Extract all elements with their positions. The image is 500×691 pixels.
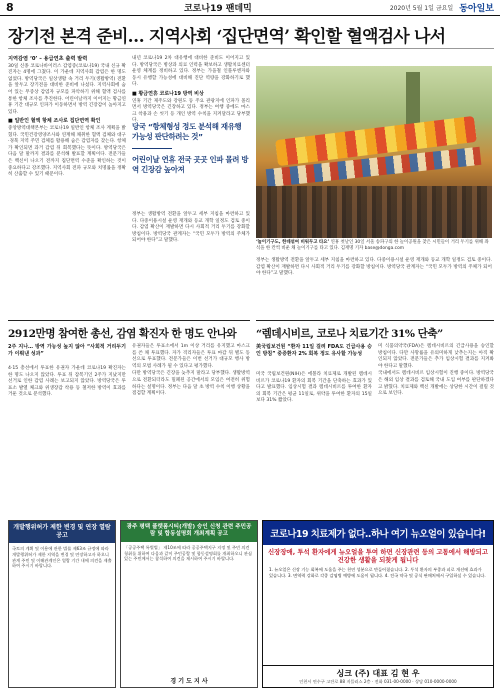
article-paragraph: 정부는 생활방역 전환을 앞두고 세부 지침을 마련하고 있다. 다중이용시설 운영 재개와 등교 개학 일정도 검토 중이다. 감염 확산이 재발하면 다시 사회적 거리 두기를 강화할 방침이다. 방역당국 관계자는 “국민 모두가 방역의 주체가 되어야 한다”고 말했다.: [256, 258, 492, 277]
ad-title: 코로나19 치료제가 없다..하나 여기 뉴오얼이 있습니다!: [263, 521, 493, 545]
ad-signature: 경 기 도 지 사: [170, 678, 208, 685]
article-paragraph: 30일 신종 코로나바이러스 감염증(코로나19) 국내 신규 확진자는 4명에 그쳤다. 이 가운데 지역사회 감염은 한 명도 없었다. 방역당국은 일상생활 속 거리 두기(생활방역) 전환을 앞두고 장기전을 대비한 준비에 나섰다. 지역사회에 숨어 있는 무증상 감염자 규모를 파악하기 위해 혈액 검사를 통한 항체 조사를 추진한다. 어린이날까지 이어지는 황금연휴 기간 대규모 인파가 이동하면서 방역 긴장감이 높아지고 있다.: [8, 63, 126, 115]
ad-footer: [263, 665, 493, 687]
story2-headline: 2912만명 참여한 총선, 감염 확진자 한 명도 안나와: [8, 328, 237, 340]
story2-column-2: [132, 344, 250, 514]
story3-column-1: [256, 372, 372, 514]
story2-subtitle: 2주 지나… 방역 가능성 높지 않아 “사회적 거리두기가 이뤄낸 성과”: [8, 344, 126, 357]
ad-title: 광주 평택 플랫폼시티(개발) 승인 신청 관련 주민공람 및 합동설명회 개최계획 공고: [121, 521, 257, 542]
article-paragraph: 내년 코로나19 2차 대유행에 대비한 준비도 이어지고 있다. 방역당국은 병상과 의료 인력을 확보하고 생활치료센터 운영 체계를 정비하고 있다. 정부는 가을철 인플루엔자와 동시 유행할 가능성에 대비해 진단 역량을 강화하기로 했다.: [132, 56, 250, 88]
quote-divider: [132, 148, 172, 149]
story3-headline: “렘데시비르, 코로나 치료기간 31% 단축”: [256, 328, 443, 340]
article-column-center: [132, 56, 250, 124]
article-paragraph: 미국 국립보건원(NIH)은 에볼라 치료제로 개발된 렘데시비르가 코로나19 환자의 회복 기간을 단축하는 효과가 있다고 발표했다. 임상시험 결과 렘데시비르를 투여한 환자의 회복 기간은 평균 11일로, 위약을 투여한 환자의 15일보다 31% 짧았다.: [256, 372, 372, 404]
ad-company: 싱크 (주) 대표 김 현 우: [336, 669, 420, 679]
pull-quote-box: [132, 122, 250, 175]
article-paragraph: 연휴 기간 제주도와 강원도 등 주요 관광지에 인파가 몰리면서 방역당국은 긴장하고 있다. 정부는 여행 중에도 마스크 착용과 손 씻기 등 개인 방역 수칙을 지켜달라고 당부했다.: [132, 98, 250, 124]
story2-column-1: [8, 366, 126, 514]
pull-quote: 어린이날 연휴 전국 곳곳 인파 몰려 방역 긴장감 높아져: [132, 155, 249, 174]
amusement-park-photo: [256, 66, 492, 238]
page-number: 8: [6, 1, 14, 14]
story3-column-2: [378, 344, 494, 514]
page-header: [0, 0, 500, 16]
ad-body: 「공공주택 특별법」 제10조에 따라 공공주택지구 지정 및 주민 의견 청취를 위하여 다음과 같이 주민공람 및 합동설명회를 개최하오니 관심 있는 주민께서는 참석하여 의견을 제시하여 주시기 바랍니다.: [124, 544, 252, 562]
photo-caption-text: 연휴 첫날인 30일 서울 송파구의 한 놀이공원을 찾은 시민들이 거리 두기를 위해 좌석을 한 칸씩 비운 채 놀이기구를 타고 있다.: [256, 240, 489, 251]
section-title: 코로나19 팬데믹: [183, 4, 252, 14]
pull-quote: 당국 “항체형성 정도 분석해 재유행 가능성 판단하려는 것”: [132, 122, 242, 141]
public-notice-ad-2: [120, 520, 258, 688]
newspaper-logo: 동아일보: [459, 4, 494, 14]
article-column-left: [8, 56, 126, 316]
ad-subtitle: 신장장애, 투석 환자에게 뉴오얼을 투여 하면 신장관련 등의 고통에서 해방되고 건강한 생활을 되찾게 됩니다: [268, 548, 488, 564]
ad-body: 국토의 계획 및 이용에 관한 법률 제63조 규정에 따라 개발행위허가 제한 지역을 변경 및 연장하고자 하오니 관계 주민 및 이해관계인은 열람 기간 내에 의견을 제출하여 주시기 바랍니다.: [12, 546, 112, 569]
article-paragraph: 국내에서도 렘데시비르 임상시험이 진행 중이다. 방역당국은 해외 임상 결과를 검토해 국내 도입 여부를 판단하겠다고 밝혔다. 치료제와 백신 개발에는 상당한 시간이 걸릴 것으로 보인다.: [378, 371, 494, 397]
main-headline: 장기전 본격 준비… 지역사회 ‘집단면역’ 확인할 혈액검사 나서: [8, 27, 446, 47]
article-paragraph: 중앙방역대책본부는 코로나19 일반인 항체 조사 계획을 밝혔다. 국민건강영양조사와 연계해 채취한 혈액 검체와 대구·경북 지역 주민 검체를 활용해 숨은 감염자를 찾는다. 항체가 확인되면 과거 감염 뒤 회복했다는 뜻이다. 방역당국은 다음 달 말까지 결과를 분석해 발표할 계획이다. 전문가들은 백신이 나오기 전까지 집단면역 수준을 확인하는 것이 중요하다고 강조했다. 지역사회 전파 규모와 치명률을 정확히 산출할 수 있기 때문이다.: [8, 125, 126, 178]
public-notice-ad-1: [8, 520, 116, 688]
photo-caption-title: ‘놀이기구도, 한데섞여 비워두고 타요’: [256, 240, 330, 245]
ad-title: 개발행위허가 제한 변경 및 연장 열람공고: [9, 521, 115, 543]
issue-date: 2020년 5월 1일 금요일: [389, 5, 454, 12]
story3-subtitle: 美국립보건원 “환자 11일 걸려 FDA도 긴급사용 승인 방침” 중증환자 2% 회복 정도 유사할 가능성: [256, 344, 372, 357]
article-paragraph: 4·15 총선에서 투표한 유권자 가운데 코로나19 확진자는 한 명도 나오지 않았다. 투표 뒤 잠복기인 2주가 지났지만 선거로 인한 감염 사례는 보고되지 않았다. 방역당국은 투표소 발열 체크와 위생장갑 착용 등 철저한 방역이 효과를 거둔 것으로 분석했다.: [8, 366, 126, 398]
article-column-right: [256, 258, 492, 316]
ad-body: 1. 뉴오얼은 신장 기능 회복에 도움을 주는 천연 성분으로 만들어졌습니다. 2. 투석 환자의 부종과 피로 개선에 효과가 있습니다. 3. 면역력 강화로 각종 감염병 예방에 도움이 됩니다. 4. 전국 약국 및 공식 판매처에서 구입하실 수 있습니다.: [269, 567, 486, 578]
photo-caption: [256, 240, 492, 251]
headline-divider: [8, 48, 494, 49]
article-subhead: ■ 일반인 혈액 항체 조사로 집단면역 확인: [8, 118, 101, 125]
article-paragraph: 다만 방역당국은 긴장을 늦추지 말라고 당부했다. 생활방역으로 전환되더라도 밀폐된 공간에서의 모임은 여전히 위험하다는 설명이다. 정부는 다음 달 초 방역 수칙 이행 상황을 점검할 계획이다.: [132, 371, 250, 397]
article-dateline: 지역감염 ‘0’ – 용급연초 출력 발력: [8, 56, 88, 62]
article-paragraph: 미 식품의약국(FDA)은 렘데시비르의 긴급사용을 승인할 방침이다. 다만 사망률을 유의미하게 낮추는지는 아직 확인되지 않았다. 전문가들은 추가 임상시험 결과를 지켜봐야 한다고 말했다.: [378, 344, 494, 369]
photo-byline: 김재명 기자 base@donga.com: [340, 245, 405, 251]
section-divider: [8, 320, 250, 321]
article-paragraph: 유권자들은 투표소에서 1m 이상 거리를 유지했고 마스크를 쓴 채 투표했다. 자가 격리자들은 투표 마감 뒤 별도 동선으로 투표했다. 전문가들은 이번 선거가 대규모 행사 방역의 모범 사례가 될 수 있다고 평가했다.: [132, 344, 250, 369]
section-divider: [256, 320, 494, 321]
product-ad: [262, 520, 494, 688]
article-paragraph: 정부는 생활방역 전환을 앞두고 세부 지침을 마련하고 있다. 다중이용시설 운영 재개와 등교 개학 일정도 검토 중이다. 감염 확산이 재발하면 다시 사회적 거리 두기를 강화할 방침이다. 방역당국 관계자는 “국민 모두가 방역의 주체가 되어야 한다”고 말했다.: [132, 212, 250, 244]
ad-address: 인천시 연수구 고잔로 88 지플러스 2층 · 전화 031-00-0000 · 상담 010-0000-0000: [299, 679, 457, 685]
photo-crowd: [256, 186, 492, 238]
article-column-center-lower: [132, 212, 250, 316]
article-subhead: ■ 황금연휴 코로나19 방역 비상: [132, 90, 204, 97]
